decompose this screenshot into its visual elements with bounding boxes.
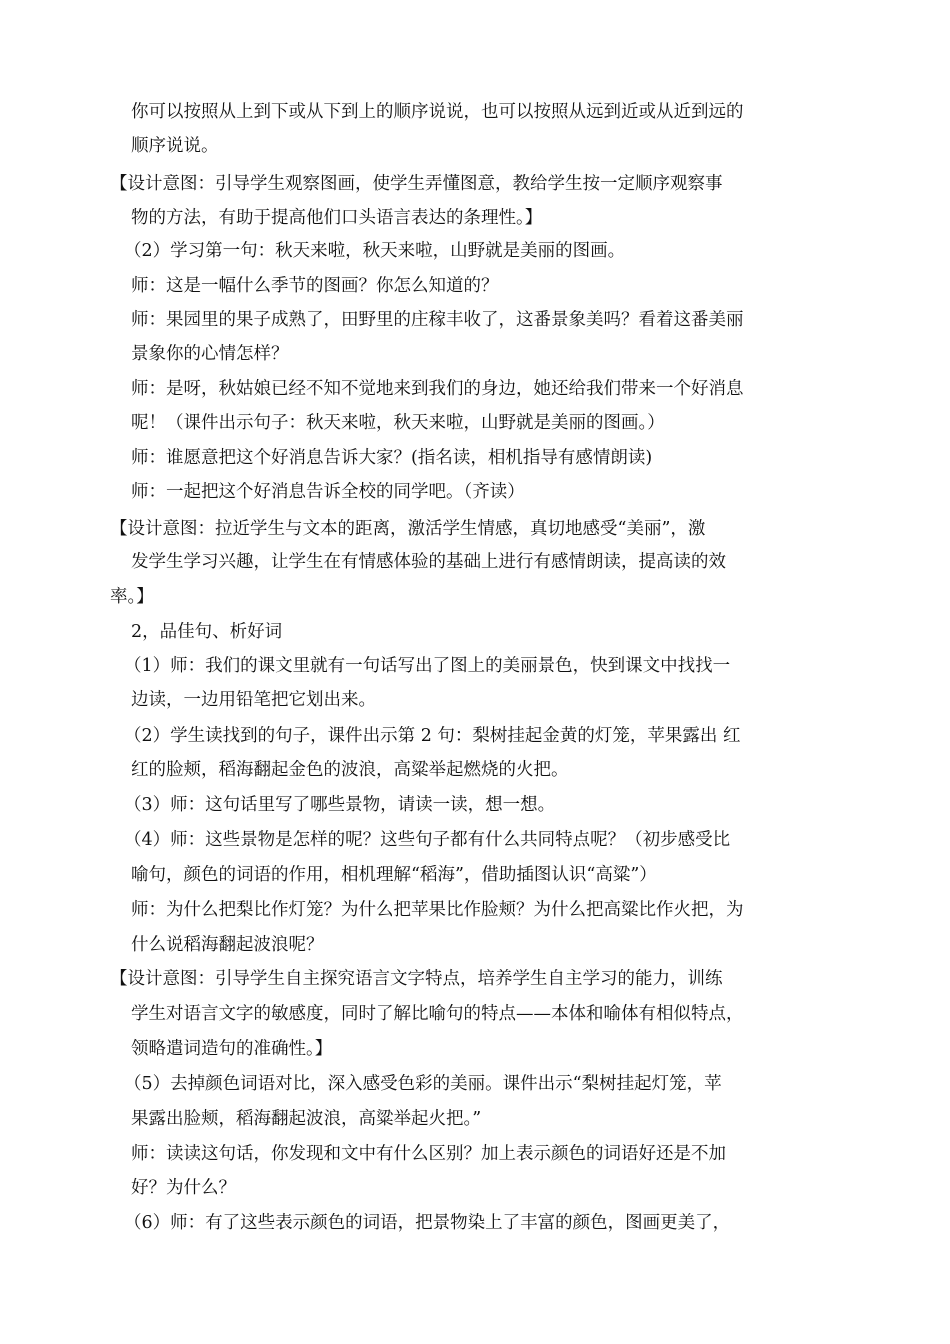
- text-line: 师：一起把这个好消息告诉全校的同学吧。（齐读）: [131, 482, 525, 502]
- text-line: 2，品佳句、析好词: [131, 622, 283, 642]
- text-line: （6）师：有了这些表示颜色的词语，把景物染上了丰富的颜色，图画更美了，: [124, 1213, 731, 1233]
- text-line: 好？为什么？: [131, 1178, 236, 1198]
- text-line: 景象你的心情怎样？: [131, 344, 289, 364]
- text-line: 师：果园里的果子成熟了，田野里的庄稼丰收了，这番景象美吗？看着这番美丽: [131, 310, 744, 330]
- text-line: 什么说稻海翻起波浪呢？: [131, 935, 324, 955]
- text-line: 红的脸颊，稻海翻起金色的波浪，高粱举起燃烧的火把。: [131, 760, 569, 780]
- text-line: 喻句，颜色的词语的作用，相机理解“稻海”，借助插图认识“高粱”）: [131, 865, 657, 885]
- text-line: 【设计意图：拉近学生与文本的距离，激活学生情感，真切地感受“美丽”，激: [110, 519, 706, 539]
- text-line: （2）学生读找到的句子，课件出示第 2 句：梨树挂起金黄的灯笼，苹果露出 红: [124, 726, 741, 746]
- text-line: 师：是呀，秋姑娘已经不知不觉地来到我们的身边，她还给我们带来一个好消息: [131, 379, 744, 399]
- text-line: 师：为什么把梨比作灯笼？为什么把苹果比作脸颊？为什么把高粱比作火把，为: [131, 900, 744, 920]
- text-line: 领略遣词造句的准确性。】: [131, 1039, 333, 1059]
- text-line: 顺序说说。: [131, 136, 219, 156]
- text-line: （1）师：我们的课文里就有一句话写出了图上的美丽景色，快到课文中找找一: [124, 656, 731, 676]
- text-line: 呢！（课件出示句子：秋天来啦，秋天来啦，山野就是美丽的图画。）: [131, 413, 665, 433]
- text-line: 发学生学习兴趣，让学生在有情感体验的基础上进行有感情朗读，提高读的效: [131, 552, 726, 572]
- text-line: 率。】: [110, 587, 154, 607]
- text-line: 【设计意图：引导学生观察图画，使学生弄懂图意，教给学生按一定顺序观察事: [110, 174, 723, 194]
- text-line: 师：这是一幅什么季节的图画？你怎么知道的？: [131, 276, 499, 296]
- text-line: （3）师：这句话里写了哪些景物，请读一读，想一想。: [124, 795, 556, 815]
- text-line: 【设计意图：引导学生自主探究语言文字特点，培养学生自主学习的能力，训练: [110, 969, 723, 989]
- text-line: 师：谁愿意把这个好消息告诉大家？(指名读，相机指导有感情朗读): [131, 448, 653, 468]
- text-line: （2）学习第一句：秋天来啦，秋天来啦，山野就是美丽的图画。: [124, 241, 626, 261]
- text-line: 学生对语言文字的敏感度，同时了解比喻句的特点——本体和喻体有相似特点，: [131, 1004, 744, 1024]
- text-line: 物的方法，有助于提高他们口头语言表达的条理性。】: [131, 208, 543, 228]
- text-line: 师：读读这句话，你发现和文中有什么区别？加上表示颜色的词语好还是不加: [131, 1144, 726, 1164]
- text-line: 果露出脸颊，稻海翻起波浪，高粱举起火把。”: [131, 1109, 482, 1129]
- text-line: 你可以按照从上到下或从下到上的顺序说说，也可以按照从远到近或从近到远的: [131, 102, 744, 122]
- text-line: （4）师：这些景物是怎样的呢？这些句子都有什么共同特点呢？（初步感受比: [124, 830, 731, 850]
- text-line: （5）去掉颜色词语对比，深入感受色彩的美丽。课件出示“梨树挂起灯笼，苹: [124, 1074, 722, 1094]
- text-line: 边读，一边用铅笔把它划出来。: [131, 690, 376, 710]
